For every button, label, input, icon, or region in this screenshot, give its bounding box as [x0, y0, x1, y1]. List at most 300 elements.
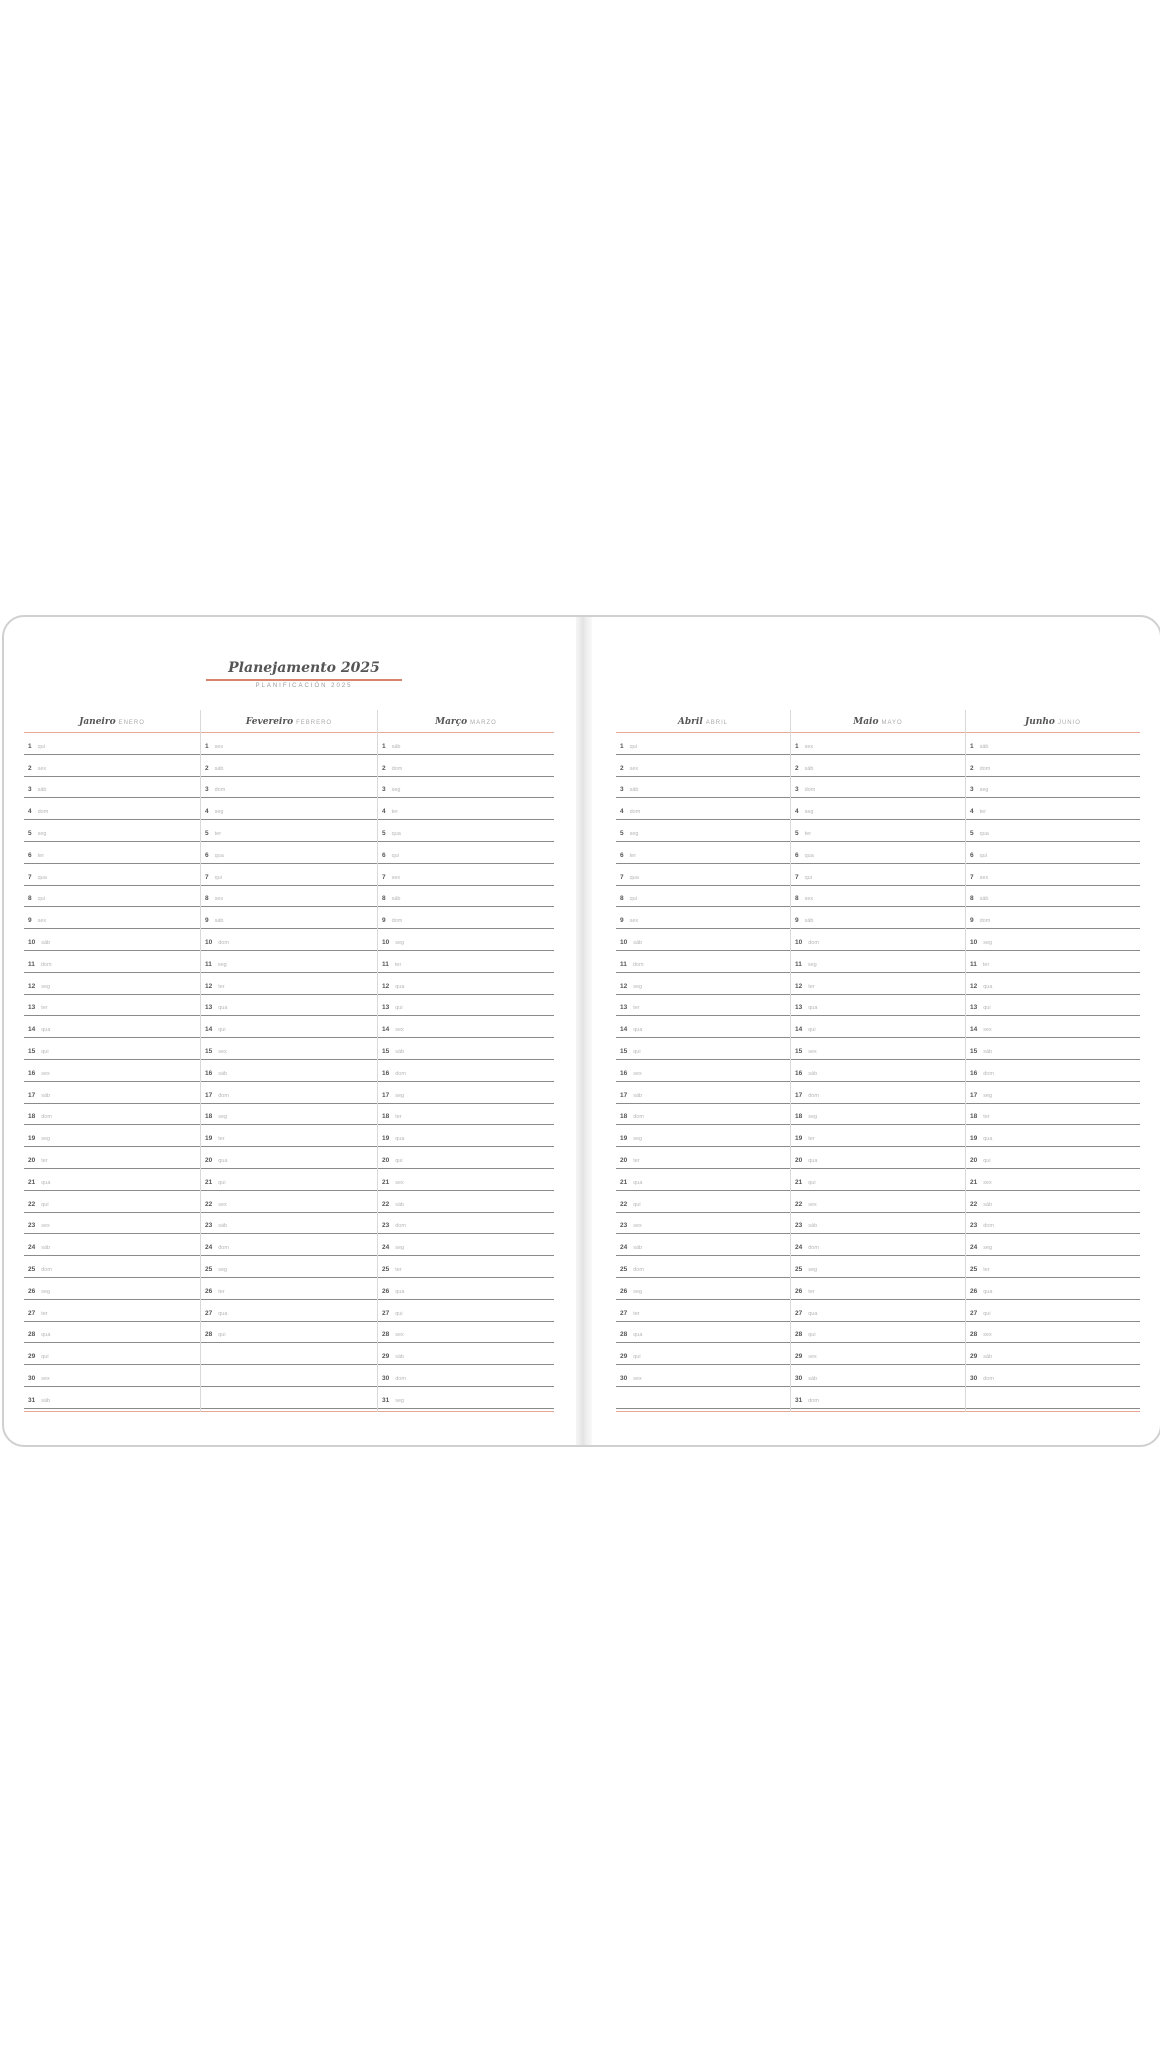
day-row[interactable] [24, 777, 200, 799]
weekday-abbrev: dom [808, 1397, 819, 1404]
day-row[interactable] [201, 929, 377, 951]
day-number: 30 [795, 1374, 803, 1382]
day-row[interactable] [378, 929, 554, 951]
day-row[interactable] [616, 1278, 790, 1300]
day-row[interactable] [966, 886, 1140, 908]
day-row[interactable] [966, 733, 1140, 755]
day-row[interactable] [966, 842, 1140, 864]
months-grid-right [616, 710, 1140, 1412]
day-row[interactable] [201, 907, 377, 929]
day-number: 14 [382, 1026, 390, 1034]
weekday-abbrev: ter [983, 1266, 990, 1273]
day-number: 6 [382, 851, 386, 859]
day-row[interactable] [378, 886, 554, 908]
day-row[interactable] [616, 1191, 790, 1213]
day-number: 25 [970, 1265, 978, 1273]
day-row[interactable] [616, 1082, 790, 1104]
day-row[interactable] [378, 1104, 554, 1126]
weekday-abbrev: qui [218, 1179, 226, 1186]
day-row[interactable] [378, 820, 554, 842]
day-row[interactable] [201, 886, 377, 908]
day-row[interactable] [24, 1191, 200, 1213]
day-row[interactable] [378, 1322, 554, 1344]
day-row[interactable] [616, 1016, 790, 1038]
day-row[interactable] [201, 1256, 377, 1278]
day-row[interactable] [378, 1234, 554, 1256]
day-number: 3 [382, 786, 386, 794]
day-row[interactable] [966, 755, 1140, 777]
day-row[interactable] [616, 1322, 790, 1344]
day-number: 16 [620, 1069, 628, 1077]
day-row[interactable] [791, 929, 965, 951]
day-row[interactable] [24, 886, 200, 908]
weekday-abbrev: qui [41, 1354, 49, 1361]
day-row[interactable] [616, 907, 790, 929]
day-row[interactable] [616, 1038, 790, 1060]
day-row[interactable] [378, 1191, 554, 1213]
day-number: 22 [382, 1200, 390, 1208]
day-row[interactable] [616, 820, 790, 842]
weekday-abbrev: qui [391, 852, 399, 859]
weekday-abbrev: seg [629, 830, 639, 837]
day-row[interactable] [201, 1082, 377, 1104]
weekday-abbrev: seg [218, 1114, 228, 1121]
weekday-abbrev: qui [808, 1332, 816, 1339]
day-number: 5 [970, 829, 974, 837]
day-row[interactable] [378, 755, 554, 777]
day-row[interactable] [201, 777, 377, 799]
day-number: 27 [205, 1309, 213, 1317]
weekday-abbrev: ter [982, 961, 990, 968]
day-row[interactable] [966, 1278, 1140, 1300]
month-header [791, 710, 965, 733]
day-row[interactable] [966, 1256, 1140, 1278]
day-row[interactable] [378, 1256, 554, 1278]
day-row[interactable] [378, 733, 554, 755]
day-row[interactable] [966, 798, 1140, 820]
day-row[interactable] [791, 1147, 965, 1169]
day-row[interactable] [201, 1278, 377, 1300]
day-number: 16 [382, 1069, 390, 1077]
weekday-abbrev: sáb [218, 1070, 228, 1077]
day-row[interactable] [24, 1060, 200, 1082]
day-number: 26 [205, 1287, 213, 1295]
weekday-abbrev: dom [41, 1114, 52, 1121]
day-row[interactable] [378, 1060, 554, 1082]
day-row[interactable] [24, 995, 200, 1017]
weekday-abbrev: dom [395, 1070, 406, 1077]
weekday-abbrev: ter [37, 852, 45, 859]
day-number: 3 [970, 786, 974, 794]
month-header [201, 710, 377, 733]
day-row[interactable] [24, 864, 200, 886]
weekday-abbrev: seg [41, 983, 51, 990]
day-number: 18 [970, 1113, 978, 1121]
day-row[interactable] [24, 1169, 200, 1191]
day-row[interactable] [378, 1169, 554, 1191]
day-row[interactable] [24, 1104, 200, 1126]
day-row[interactable] [616, 995, 790, 1017]
day-row[interactable] [791, 1256, 965, 1278]
day-row[interactable] [791, 1125, 965, 1147]
day-number: 27 [28, 1309, 36, 1317]
day-row[interactable] [791, 886, 965, 908]
day-row[interactable] [378, 1300, 554, 1322]
day-number: 6 [795, 851, 799, 859]
day-row[interactable] [966, 1343, 1140, 1365]
day-row[interactable] [201, 1125, 377, 1147]
day-row[interactable] [791, 1234, 965, 1256]
day-row[interactable] [791, 1104, 965, 1126]
day-row[interactable] [201, 820, 377, 842]
day-row[interactable] [616, 886, 790, 908]
day-row[interactable] [201, 973, 377, 995]
day-row[interactable] [616, 1213, 790, 1235]
day-row[interactable] [791, 1278, 965, 1300]
day-row[interactable] [966, 1016, 1140, 1038]
day-number: 19 [28, 1135, 36, 1143]
weekday-abbrev: seg [395, 939, 405, 946]
day-row[interactable] [24, 733, 200, 755]
day-row[interactable] [966, 951, 1140, 973]
day-row[interactable] [616, 951, 790, 973]
day-number: 2 [205, 764, 209, 772]
day-number: 15 [205, 1047, 213, 1055]
day-row[interactable] [378, 864, 554, 886]
day-row[interactable] [378, 1387, 554, 1409]
day-row[interactable] [791, 973, 965, 995]
day-row[interactable] [966, 1147, 1140, 1169]
day-row[interactable] [966, 1104, 1140, 1126]
weekday-abbrev: sex [629, 918, 639, 925]
day-row[interactable] [201, 755, 377, 777]
weekday-abbrev: dom [218, 1092, 229, 1099]
month-name: Maio [853, 717, 879, 727]
day-row[interactable] [201, 798, 377, 820]
day-number: 5 [205, 829, 209, 837]
day-number: 31 [28, 1396, 36, 1404]
weekday-abbrev: seg [395, 1245, 405, 1252]
day-row[interactable] [791, 1016, 965, 1038]
day-row[interactable] [201, 864, 377, 886]
day-row[interactable] [966, 1038, 1140, 1060]
day-row[interactable] [201, 1322, 377, 1344]
day-row[interactable] [966, 1060, 1140, 1082]
day-row[interactable] [791, 995, 965, 1017]
day-row[interactable] [616, 777, 790, 799]
day-row[interactable] [966, 1125, 1140, 1147]
day-row[interactable] [201, 1038, 377, 1060]
day-number: 8 [28, 895, 32, 903]
day-number: 1 [795, 742, 799, 750]
weekday-abbrev: sáb [804, 765, 814, 772]
day-row[interactable] [966, 1322, 1140, 1344]
day-number: 2 [620, 764, 624, 772]
day-row[interactable] [201, 1387, 377, 1409]
day-row[interactable] [378, 842, 554, 864]
day-row[interactable] [616, 733, 790, 755]
day-row[interactable] [791, 1300, 965, 1322]
day-number: 3 [28, 786, 32, 794]
weekday-abbrev: qua [41, 1027, 51, 1034]
day-row[interactable] [791, 864, 965, 886]
day-row[interactable] [378, 777, 554, 799]
day-row[interactable] [201, 995, 377, 1017]
day-row[interactable] [378, 1016, 554, 1038]
day-row[interactable] [378, 973, 554, 995]
day-number: 13 [620, 1004, 628, 1012]
day-row[interactable] [378, 907, 554, 929]
day-row[interactable] [616, 1169, 790, 1191]
day-row[interactable] [966, 1300, 1140, 1322]
day-number: 13 [382, 1004, 390, 1012]
day-row[interactable] [791, 755, 965, 777]
weekday-abbrev: sex [808, 1201, 817, 1208]
day-number: 21 [28, 1178, 36, 1186]
day-number: 15 [795, 1047, 803, 1055]
weekday-abbrev: qua [629, 874, 639, 881]
weekday-abbrev: ter [218, 1136, 225, 1143]
day-row[interactable] [791, 1082, 965, 1104]
day-row[interactable] [24, 951, 200, 973]
day-row[interactable] [966, 820, 1140, 842]
day-row[interactable] [201, 1147, 377, 1169]
day-row[interactable] [24, 1213, 200, 1235]
day-number: 20 [205, 1156, 213, 1164]
day-row[interactable] [378, 1125, 554, 1147]
day-row[interactable] [791, 1343, 965, 1365]
day-row[interactable] [616, 1343, 790, 1365]
months-grid-left [24, 710, 554, 1412]
weekday-abbrev: dom [391, 918, 403, 925]
day-number: 13 [795, 1004, 803, 1012]
weekday-abbrev: ter [808, 1288, 815, 1295]
day-row[interactable] [616, 1125, 790, 1147]
day-row[interactable] [24, 907, 200, 929]
day-row[interactable] [378, 1213, 554, 1235]
day-row[interactable] [24, 1016, 200, 1038]
weekday-abbrev: qui [41, 1201, 49, 1208]
day-row[interactable] [791, 907, 965, 929]
day-row[interactable] [378, 798, 554, 820]
weekday-abbrev: sáb [218, 1223, 228, 1230]
day-row[interactable] [24, 1234, 200, 1256]
day-row[interactable] [201, 1234, 377, 1256]
day-number: 12 [620, 982, 628, 990]
weekday-abbrev: qui [214, 874, 222, 881]
day-row[interactable] [201, 1365, 377, 1387]
day-row[interactable] [378, 995, 554, 1017]
day-row[interactable] [966, 1213, 1140, 1235]
day-row[interactable] [966, 1234, 1140, 1256]
day-row[interactable] [966, 929, 1140, 951]
column-end-rule [201, 1411, 377, 1412]
weekday-abbrev: seg [983, 1092, 993, 1099]
weekday-abbrev: dom [808, 1245, 819, 1252]
day-row[interactable] [24, 798, 200, 820]
day-row[interactable] [24, 1082, 200, 1104]
weekday-abbrev: qua [395, 1136, 405, 1143]
weekday-abbrev: sáb [979, 743, 989, 750]
day-row[interactable] [791, 1365, 965, 1387]
day-row[interactable] [791, 798, 965, 820]
day-row[interactable] [378, 1365, 554, 1387]
day-number: 4 [620, 808, 624, 816]
day-number: 26 [382, 1287, 390, 1295]
weekday-abbrev: sex [214, 743, 224, 750]
weekday-abbrev: dom [391, 765, 403, 772]
day-number: 13 [28, 1004, 36, 1012]
day-number: 16 [795, 1069, 803, 1077]
weekday-abbrev: dom [633, 1114, 644, 1121]
day-number: 19 [620, 1135, 628, 1143]
day-row[interactable] [378, 1038, 554, 1060]
weekday-abbrev: seg [41, 1288, 51, 1295]
day-number: 10 [382, 938, 390, 946]
day-row[interactable] [616, 842, 790, 864]
day-row[interactable] [966, 973, 1140, 995]
day-row[interactable] [616, 1060, 790, 1082]
day-number: 26 [620, 1287, 628, 1295]
column-end-rule [616, 1411, 790, 1412]
day-row[interactable] [201, 1213, 377, 1235]
day-row[interactable] [201, 842, 377, 864]
weekday-abbrev: sáb [629, 787, 639, 794]
day-row[interactable] [791, 1038, 965, 1060]
day-row[interactable] [201, 951, 377, 973]
day-number: 16 [205, 1069, 213, 1077]
weekday-abbrev: sáb [41, 1245, 51, 1252]
day-row[interactable] [616, 1365, 790, 1387]
day-number: 27 [382, 1309, 390, 1317]
day-number: 23 [970, 1222, 978, 1230]
month-header [24, 710, 200, 733]
day-row[interactable] [791, 777, 965, 799]
day-row[interactable] [24, 1365, 200, 1387]
weekday-abbrev: seg [808, 1114, 818, 1121]
day-row[interactable] [791, 1169, 965, 1191]
day-row[interactable] [616, 1234, 790, 1256]
day-row[interactable] [24, 1038, 200, 1060]
day-row[interactable] [24, 1278, 200, 1300]
day-row[interactable] [378, 1278, 554, 1300]
day-row[interactable] [966, 777, 1140, 799]
day-number: 11 [28, 960, 35, 968]
weekday-abbrev: sáb [41, 939, 51, 946]
day-row[interactable] [201, 1060, 377, 1082]
day-row[interactable] [616, 929, 790, 951]
day-row[interactable] [616, 798, 790, 820]
weekday-abbrev: qua [395, 1288, 405, 1295]
day-row[interactable] [378, 951, 554, 973]
day-row[interactable] [201, 1343, 377, 1365]
weekday-abbrev: dom [632, 961, 644, 968]
day-row[interactable] [24, 1300, 200, 1322]
day-number: 6 [620, 851, 624, 859]
day-row[interactable] [616, 1300, 790, 1322]
day-row[interactable] [966, 1169, 1140, 1191]
month-subname: FEBRERO [296, 720, 333, 726]
day-row[interactable] [966, 1387, 1140, 1409]
day-row[interactable] [791, 820, 965, 842]
day-row[interactable] [616, 1256, 790, 1278]
month-header [616, 710, 790, 733]
day-row[interactable] [24, 820, 200, 842]
day-row[interactable] [201, 1191, 377, 1213]
day-row[interactable] [616, 973, 790, 995]
day-row[interactable] [24, 1387, 200, 1409]
day-row[interactable] [616, 1104, 790, 1126]
weekday-abbrev: qui [633, 1048, 641, 1055]
day-row[interactable] [201, 733, 377, 755]
day-number: 18 [382, 1113, 390, 1121]
day-row[interactable] [791, 1322, 965, 1344]
day-row[interactable] [201, 1169, 377, 1191]
weekday-abbrev: qui [979, 852, 987, 859]
day-row[interactable] [378, 1343, 554, 1365]
day-row[interactable] [24, 755, 200, 777]
weekday-abbrev: dom [214, 787, 226, 794]
day-row[interactable] [201, 1104, 377, 1126]
day-row[interactable] [966, 864, 1140, 886]
day-row[interactable] [966, 1082, 1140, 1104]
day-row[interactable] [966, 907, 1140, 929]
weekday-abbrev: seg [391, 787, 401, 794]
day-row[interactable] [791, 1213, 965, 1235]
day-row[interactable] [791, 733, 965, 755]
day-row[interactable] [791, 1191, 965, 1213]
day-row[interactable] [24, 1343, 200, 1365]
weekday-abbrev: dom [41, 1266, 52, 1273]
day-row[interactable] [616, 864, 790, 886]
day-row[interactable] [24, 973, 200, 995]
day-row[interactable] [24, 842, 200, 864]
day-row[interactable] [966, 1365, 1140, 1387]
weekday-abbrev: sex [804, 743, 814, 750]
day-number: 11 [205, 960, 212, 968]
day-row[interactable] [616, 1147, 790, 1169]
day-row[interactable] [616, 755, 790, 777]
weekday-abbrev: qua [37, 874, 47, 881]
day-number: 2 [970, 764, 974, 772]
day-row[interactable] [791, 1387, 965, 1409]
day-row[interactable] [24, 1147, 200, 1169]
day-number: 1 [620, 742, 624, 750]
day-number: 8 [795, 895, 799, 903]
day-row[interactable] [201, 1016, 377, 1038]
day-row[interactable] [24, 1256, 200, 1278]
weekday-abbrev: sáb [41, 1397, 51, 1404]
weekday-abbrev: qui [218, 1332, 226, 1339]
day-row[interactable] [791, 951, 965, 973]
day-row[interactable] [966, 1191, 1140, 1213]
day-row[interactable] [791, 842, 965, 864]
day-row[interactable] [24, 1322, 200, 1344]
day-row[interactable] [24, 929, 200, 951]
day-row[interactable] [378, 1147, 554, 1169]
day-row[interactable] [966, 995, 1140, 1017]
month-column [200, 710, 377, 1412]
weekday-abbrev: sáb [808, 1070, 818, 1077]
weekday-abbrev: sex [979, 874, 989, 881]
day-number: 8 [970, 895, 974, 903]
day-row[interactable] [791, 1060, 965, 1082]
day-row[interactable] [201, 1300, 377, 1322]
weekday-abbrev: qua [395, 983, 405, 990]
day-row[interactable] [616, 1387, 790, 1409]
day-row[interactable] [378, 1082, 554, 1104]
day-row[interactable] [24, 1125, 200, 1147]
